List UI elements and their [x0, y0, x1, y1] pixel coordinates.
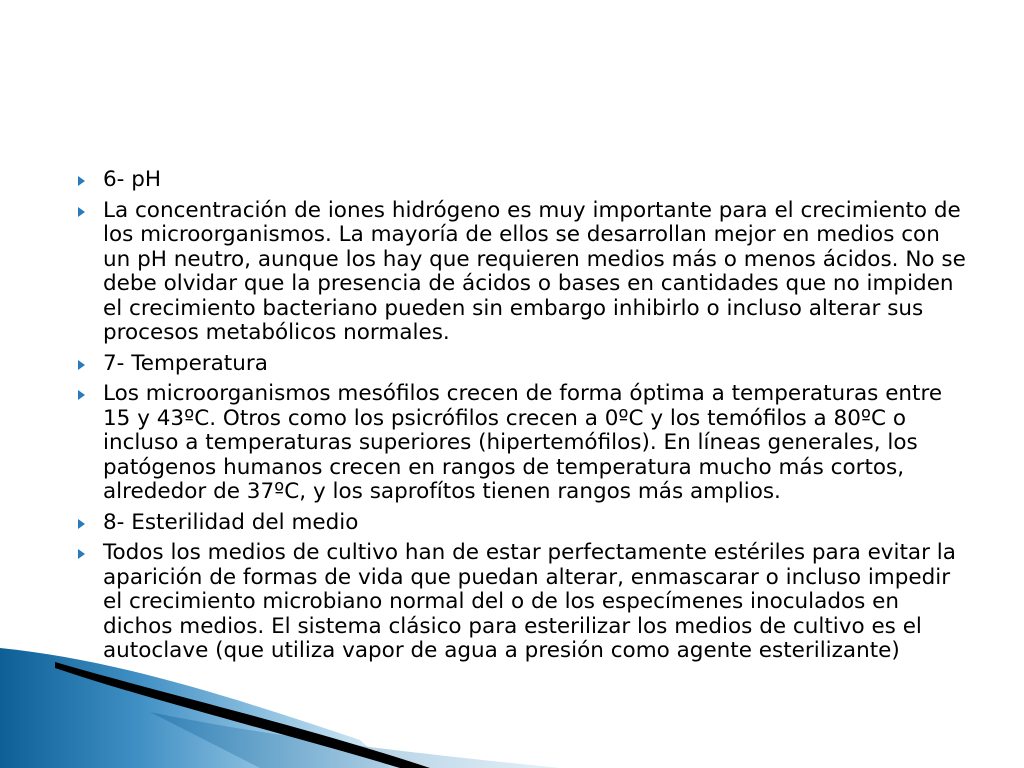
- bullet-text: Todos los medios de cultivo han de estar perfectamente estériles para evitar la aparición de formas de vida que puedan alterar, enmascarar o incluso impedir el crecimiento microbiano normal del o de los especímenes inoculados en dichos medios. El sistema clásico para esterilizar los medios de cultivo es el autoclave (que utiliza vapor de agua a presión como agente esterilizante): [103, 540, 956, 663]
- bullet-paragraph-temperatura: [76, 382, 966, 505]
- bullet-arrow-icon: [78, 360, 85, 370]
- bullet-arrow-icon: [78, 176, 85, 186]
- bullet-text: Los microorganismos mesófilos crecen de forma óptima a temperaturas entre 15 y 43ºC. Otros como los psicrófilos crecen a 0ºC y los temófilos a 80ºC o incluso a temperaturas superiores (hipertemófilos). En líneas generales, los patógenos humanos crecen en rangos de temperatura mucho más cortos, alrededor de 37ºC, y los saprofítos tienen rangos más amplios.: [103, 381, 943, 504]
- bullet-arrow-icon: [78, 207, 85, 217]
- bullet-arrow-icon: [78, 390, 85, 400]
- bullet-list: [76, 168, 966, 670]
- bullet-text: La concentración de iones hidrógeno es muy importante para el crecimiento de los microorganismos. La mayoría de ellos se desarrollan mejor en medios con un pH neutro, aunque los hay que requieren medios más o menos ácidos. No se debe olvidar que la presencia de ácidos o bases en cantidades que no impiden el crecimiento bacteriano pueden sin embargo inhibirlo o incluso alterar sus procesos metabólicos normales.: [103, 197, 966, 345]
- bullet-heading-ph: [76, 168, 966, 193]
- bullet-paragraph-esterilidad: [76, 541, 966, 664]
- bullet-text: 7- Temperatura: [103, 350, 268, 376]
- bullet-arrow-icon: [78, 549, 85, 559]
- bullet-text: 8- Esterilidad del medio: [103, 509, 359, 535]
- bullet-heading-esterilidad: [76, 511, 966, 536]
- bullet-paragraph-ph: [76, 199, 966, 346]
- bullet-arrow-icon: [78, 519, 85, 529]
- bullet-heading-temperatura: [76, 352, 966, 377]
- bullet-text: 6- pH: [103, 167, 162, 192]
